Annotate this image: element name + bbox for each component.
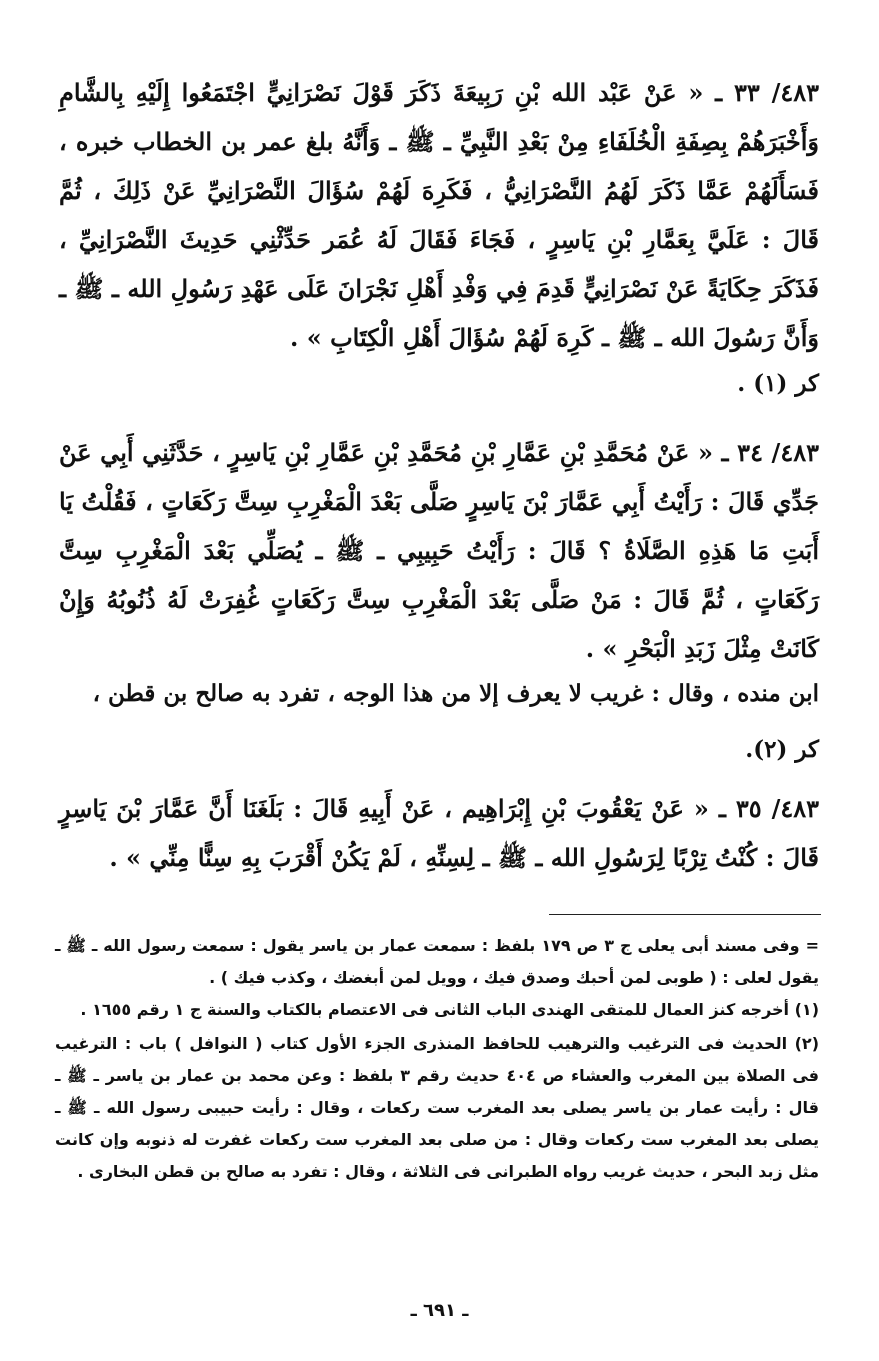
hadith-source-33: كر (١) . bbox=[737, 370, 819, 397]
page-number: ـ ٦٩١ ـ bbox=[410, 1300, 469, 1321]
footnote-2: (٢) الحديث فى الترغيب والترهيب للحافظ المنذرى الجزء الأول كتاب ( النوافل ) باب : الترغيب فى الصلاة بين المغرب والعشاء ص ٤٠٤ حديث رقم ٣ بلفظ : وعن محمد بن عمار بن ياسر ـ ﷺ ـ قال : رأيت عمار بن ياسر يصلى بعد المغرب ست ركعات ، وقال : رأيت حبيبى رسول الله ـ ﷺ ـ يصلى بعد المغرب ست ركعات وقال : من صلى بعد المغرب ست ركعات غفرت له ذنوبه وإن كانت مثل زبد البحر ، حديث غريب رواه الطبرانى فى الثلاثة ، وقال : تفرد به صالح بن قطن البخارى . bbox=[55, 1034, 819, 1181]
hadith-entry-34: ٤٨٣/ ٣٤ ـ « عَنْ مُحَمَّدِ بْنِ عَمَّارِ بْنِ مُحَمَّدِ بْنِ عَمَّارِ بْنِ يَاسِرٍ ، حَدَّثَنِي أَبِي عَنْ جَدِّي قَالَ : رَأَيْتُ أَبِي عَمَّارَ بْنَ يَاسِرٍ صَلَّى بَعْدَ الْمَغْرِبِ سِتَّ رَكَعَاتٍ ، فَقُلْتُ يَا أَبَتِ مَا هَذِهِ الصَّلَاةُ ؟ قَالَ : رَأَيْتُ حَبِيبِي ـ ﷺ ـ يُصَلِّي بَعْدَ الْمَغْرِبِ سِتَّ رَكَعَاتٍ ، ثُمَّ قَالَ : مَنْ صَلَّى بَعْدَ الْمَغْرِبِ سِتَّ رَكَعَاتٍ غُفِرَتْ لَهُ ذُنُوبُهُ وَإِنْ كَانَتْ مِثْلَ زَبَدِ الْبَحْرِ » . bbox=[59, 438, 819, 663]
hadith-source-34-line-1: ابن منده ، وقال : غريب لا يعرف إلا من هذا الوجه ، تفرد به صالح بن قطن ، bbox=[92, 680, 819, 707]
footnote-1: (١) أخرجه كنز العمال للمتقى الهندى الباب الثانى فى الاعتصام بالكتاب والسنة ج ١ رقم ١٦٥٥ . bbox=[80, 1000, 819, 1019]
hadith-source-34-line-2: كر (٢). bbox=[745, 736, 819, 763]
footnote-continuation: = وفى مسند أبى يعلى ج ٣ ص ١٧٩ بلفظ : سمعت عمار بن ياسر يقول : سمعت رسول الله ـ ﷺ ـ يقول لعلى : ( طوبى لمن أحبك وصدق فيك ، وويل لمن أبغضك ، وكذب فيك ) . bbox=[55, 936, 819, 987]
hadith-entry-33: ٤٨٣/ ٣٣ ـ « عَنْ عَبْد الله بْنِ رَبِيعَةَ ذَكَرَ قَوْلَ نَصْرَانِيٍّ اجْتَمَعُوا إِلَيْهِ بِالشَّامِ وَأَخْبَرَهُمْ بِصِفَةِ الْخُلَفَاءِ مِنْ بَعْدِ النَّبِيِّ ـ ﷺ ـ وَأَنَّهُ بلغ عمر بن الخطاب خبره ، فَسَأَلَهُمْ عَمَّا ذَكَرَ لَهُمُ النَّصْرَانِيُّ ، فَكَرِهَ لَهُمْ سُؤَالَ النَّصْرَانِيِّ عَنْ ذَلِكَ ، ثُمَّ قَالَ : عَلَيَّ بِعَمَّارِ بْنِ يَاسِرٍ ، فَجَاءَ فَقَالَ لَهُ عُمَر حَدِّثْنِي حَدِيثَ النَّصْرَانِيِّ ، فَذَكَرَ حِكَايَةً عَنْ نَصْرَانِيٍّ قَدِمَ فِي وَفْدِ أَهْلِ نَجْرَانَ عَلَى عَهْدِ رَسُولِ الله ـ ﷺ ـ وَأَنَّ رَسُولَ الله ـ ﷺ ـ كَرِهَ لَهُمْ سُؤَالَ أَهْلِ الْكِتَابِ » . bbox=[59, 78, 820, 352]
hadith-entry-35: ٤٨٣/ ٣٥ ـ « عَنْ يَعْقُوبَ بْنِ إِبْرَاهِيم ، عَنْ أَبِيهِ قَالَ : بَلَغَنَا أَنَّ عَمَّارَ بْنَ يَاسِرٍ قَالَ : كُنْتُ تِرْبًا لِرَسُولِ الله ـ ﷺ ـ لِسِنِّهِ ، لَمْ يَكُنْ أَقْرَبَ بِهِ سِنًّا مِنِّي » . bbox=[59, 794, 820, 872]
footnote-separator bbox=[549, 914, 821, 915]
footnotes bbox=[55, 930, 819, 1188]
